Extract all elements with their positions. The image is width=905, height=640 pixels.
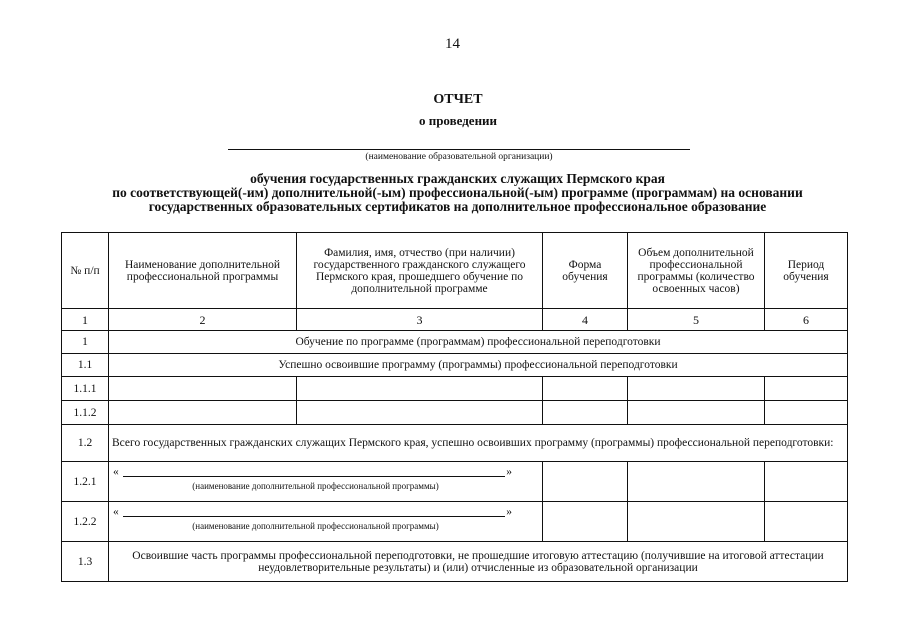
section-row [62,542,848,582]
row-number: 1.2.1 [62,462,109,502]
empty-cell[interactable] [109,377,297,401]
table-row [62,502,848,542]
organization-caption: (наименование образовательной организации) [365,152,553,162]
section-row [62,354,848,377]
empty-cell[interactable] [543,401,628,425]
empty-cell[interactable] [297,377,543,401]
row-number: 1.2.2 [62,502,109,542]
heading-line-2: по соответствующей(-им) дополнительной(-ым) профессиональной(-ым) программе (программам) на основании [112,185,803,200]
organization-blank-line [228,149,690,150]
page-number: 14 [445,36,460,52]
empty-cell[interactable] [765,462,848,502]
empty-cell[interactable] [297,401,543,425]
report-table [61,232,848,582]
empty-cell[interactable] [628,401,765,425]
program-name-fill-field[interactable] [109,462,543,502]
header-period: Период обучения [765,233,848,309]
column-number: 1 [62,309,109,331]
fill-line-caption: (наименование дополнительной профессиональной программы) [192,521,439,531]
row-number: 1.3 [62,542,109,582]
fill-line [123,516,505,517]
empty-cell[interactable] [543,462,628,502]
row-number: 1.1 [62,354,109,377]
column-number: 6 [765,309,848,331]
fill-line-caption: (наименование дополнительной профессиональной программы) [192,481,439,491]
open-quote: « [113,466,119,478]
header-form: Форма обучения [543,233,628,309]
header-program-name: Наименование дополнительной профессиональной программы [109,233,297,309]
empty-cell[interactable] [628,377,765,401]
row-number: 1 [62,331,109,354]
empty-cell[interactable] [628,462,765,502]
row-number: 1.1.2 [62,401,109,425]
column-number: 3 [297,309,543,331]
header-full-name: Фамилия, имя, отчество (при наличии) государственного гражданского служащего Пермского края, прошедшего обучение по дополнительной программе [297,233,543,309]
section-title: Всего государственных гражданских служащих Пермского края, успешно освоивших программу (программы) профессиональной переподготовки: [109,425,848,462]
section-row [62,425,848,462]
program-name-fill-field[interactable] [109,502,543,542]
empty-cell[interactable] [543,377,628,401]
close-quote: » [506,506,512,518]
close-quote: » [506,466,512,478]
table-row [62,462,848,502]
report-heading [60,172,855,214]
header-row [62,233,848,309]
column-number: 5 [628,309,765,331]
section-title: Освоившие часть программы профессиональной переподготовки, не прошедшие итоговую аттестацию (получившие на итоговой аттестации неудовлетворительные результаты) и (или) отчисленные из образовательной организации [109,542,848,582]
section-title: Обучение по программе (программам) профессиональной переподготовки [109,331,848,354]
open-quote: « [113,506,119,518]
empty-cell[interactable] [109,401,297,425]
section-title: Успешно освоившие программу (программы) профессиональной переподготовки [109,354,848,377]
row-number: 1.2 [62,425,109,462]
column-number: 2 [109,309,297,331]
section-row [62,331,848,354]
heading-line-3: государственных образовательных сертификатов на дополнительное профессиональное образование [148,199,767,214]
header-volume: Объем дополнительной профессиональной программы (количество освоенных часов) [628,233,765,309]
empty-cell[interactable] [765,401,848,425]
document-title: ОТЧЕТ [433,92,483,107]
empty-cell[interactable] [765,502,848,542]
empty-cell[interactable] [543,502,628,542]
fill-line [123,476,505,477]
empty-cell[interactable] [628,502,765,542]
table-row [62,401,848,425]
header-num: № п/п [62,233,109,309]
column-numbers-row [62,309,848,331]
empty-cell[interactable] [765,377,848,401]
table-row [62,377,848,401]
heading-line-1: обучения государственных гражданских служащих Пермского края [250,171,665,186]
document-subtitle: о проведении [418,113,498,128]
row-number: 1.1.1 [62,377,109,401]
column-number: 4 [543,309,628,331]
